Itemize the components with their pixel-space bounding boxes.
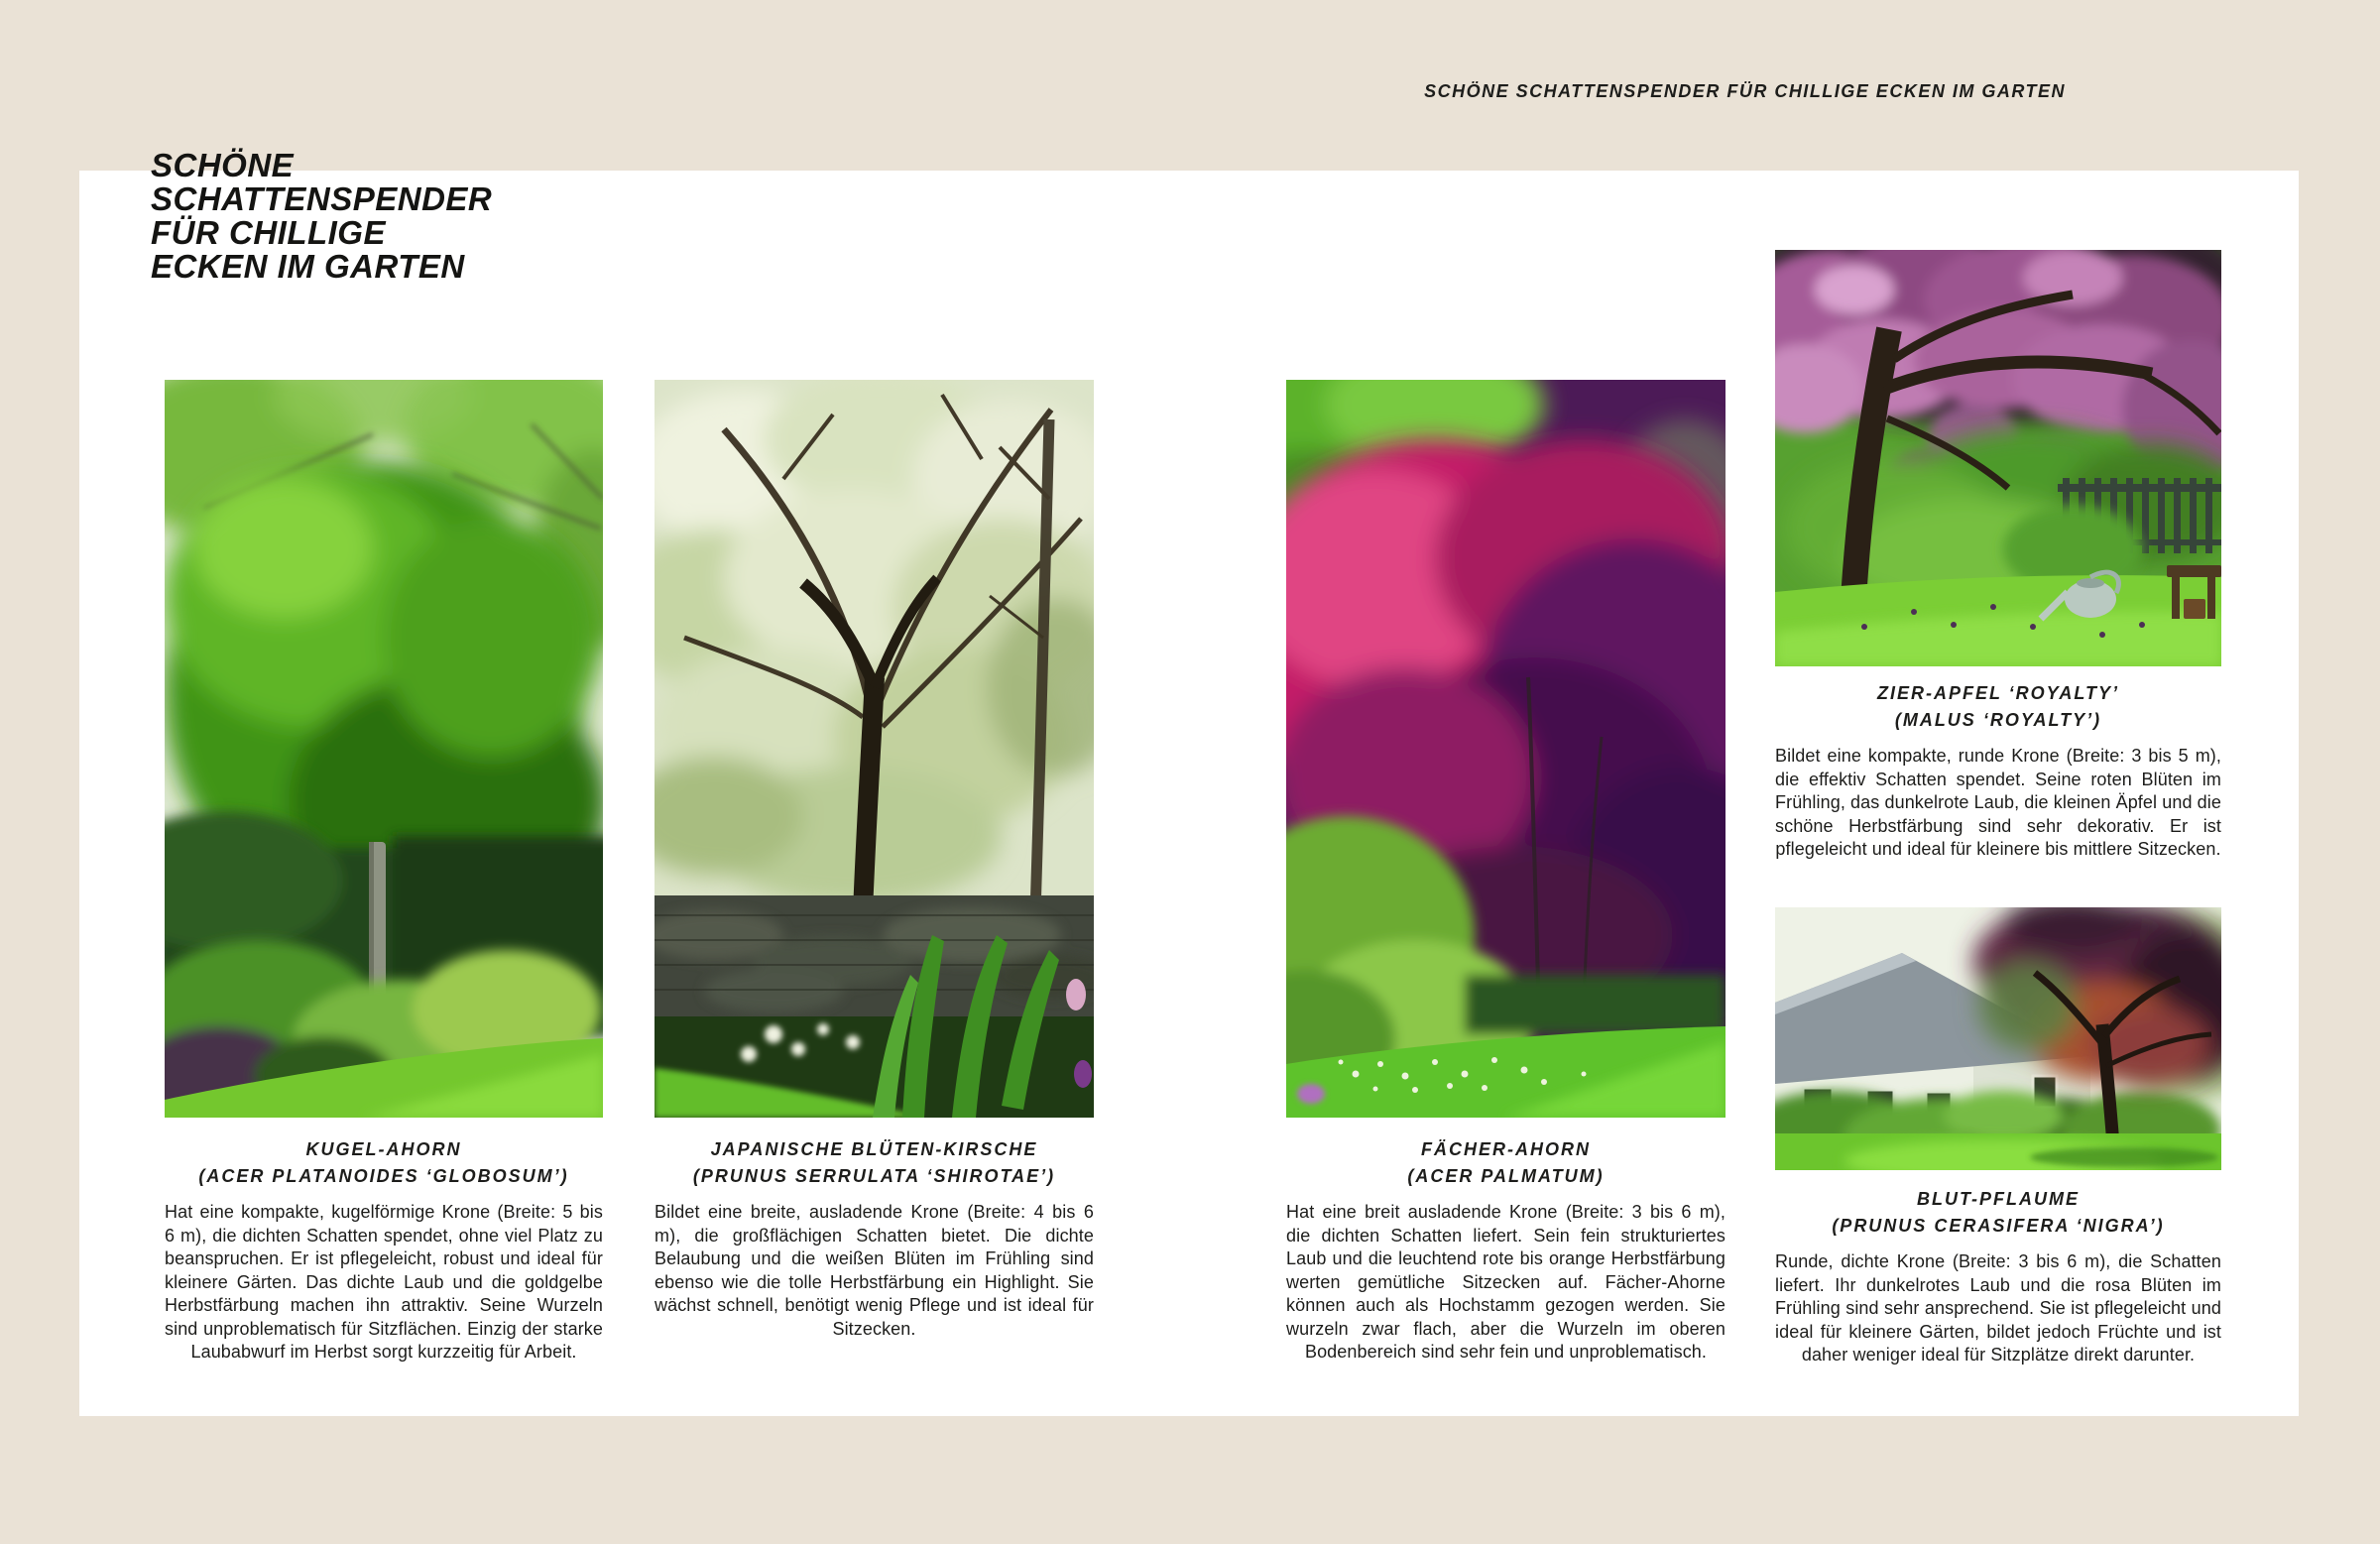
plant-caption bbox=[1775, 1186, 2221, 1367]
page-title-line: SCHATTENSPENDER bbox=[151, 180, 493, 217]
photo-zier-apfel bbox=[1775, 250, 2221, 666]
plant-latin-name: (PRUNUS CERASIFERA ‘NIGRA’) bbox=[1832, 1216, 2165, 1236]
plant-name: KUGEL-AHORN bbox=[305, 1139, 462, 1159]
photo-kugel-ahorn bbox=[165, 380, 603, 1118]
photo-faecher-ahorn bbox=[1286, 380, 1726, 1118]
plant-description: Hat eine breit ausladende Krone (Breite: 3 bis 6 m), die dichten Schatten liefert. Sein fein strukturiertes Laub und die leuchtend rote bis orange Herbstfärbung werten gemütliche Sitzecken auf. Fächer-Ahorne können auch als Hochstamm gezogen werden. Sie wurzeln zwar flach, aber die Wurzeln im oberen Bodenbereich sind sehr fein und unproblematisch. bbox=[1286, 1202, 1726, 1362]
plant-description: Hat eine kompakte, kugelförmige Krone (Breite: 5 bis 6 m), die dichten Schatten spendet, ohne viel Platz zu beanspruchen. Er ist pflegeleicht, robust und ideal für kleinere Gärten. Das dichte Laub und die goldgelbe Herbstfärbung machen ihn attraktiv. Seine Wurzeln sind unproblematisch für Sitzflächen. Einzig der starke Laubabwurf im Herbst sorgt kurzzeitig für Arbeit. bbox=[165, 1202, 603, 1362]
plant-caption bbox=[1286, 1136, 1726, 1365]
page-title-line: SCHÖNE bbox=[151, 147, 295, 183]
page-title-line: ECKEN IM GARTEN bbox=[151, 248, 465, 285]
photo-blut-pflaume bbox=[1775, 907, 2221, 1170]
plant-name: BLUT-PFLAUME bbox=[1917, 1189, 2080, 1209]
plant-latin-name: (PRUNUS SERRULATA ‘SHIROTAE’) bbox=[692, 1166, 1056, 1186]
purple-flower bbox=[1297, 1084, 1325, 1104]
plant-description: Runde, dichte Krone (Breite: 3 bis 6 m), die Schatten liefert. Ihr dunkelrotes Laub und die rosa Blüten im Frühling sind sehr ansprechend. Sie ist pflegeleicht und ideal für kleinere Gärten, bildet jedoch Früchte und ist daher weniger ideal für Sitzplätze direkt darunter. bbox=[1775, 1251, 2221, 1365]
plant-article-blueten-kirsche bbox=[654, 380, 1094, 1381]
plant-caption bbox=[165, 1136, 603, 1365]
plant-description: Bildet eine kompakte, runde Krone (Breite: 3 bis 5 m), die effektiv Schatten spendet. Seine roten Blüten im Frühling, das dunkelrote Laub, die kleinen Äpfel und die schöne Herbstfärbung sind sehr dekorativ. Er ist pflegeleicht und ideal für kleinere bis mittlere Sitzecken. bbox=[1775, 746, 2221, 859]
page-title bbox=[151, 149, 492, 284]
photo-blueten-kirsche bbox=[654, 380, 1094, 1118]
plant-description: Bildet eine breite, ausladende Krone (Breite: 4 bis 6 m), die großflächigen Schatten bietet. Die dichte Belaubung und die weißen Blüten im Frühling sind ebenso wie die tolle Herbstfärbung ein Highlight. Sie wächst schnell, benötigt wenig Pflege und ist ideal für Sitzecken. bbox=[654, 1202, 1094, 1339]
lawn bbox=[1775, 1133, 2221, 1170]
plant-latin-name: (ACER PLATANOIDES ‘GLOBOSUM’) bbox=[198, 1166, 569, 1186]
lawn bbox=[1775, 575, 2221, 666]
running-head: SCHÖNE SCHATTENSPENDER FÜR CHILLIGE ECKEN IM GARTEN bbox=[1424, 81, 2066, 101]
plant-article-kugel-ahorn bbox=[165, 380, 603, 1381]
plant-caption bbox=[654, 1136, 1094, 1341]
plant-name: JAPANISCHE BLÜTEN-KIRSCHE bbox=[710, 1139, 1038, 1159]
plant-article-blut-pflaume bbox=[1775, 907, 2221, 1423]
plant-latin-name: (ACER PALMATUM) bbox=[1407, 1166, 1605, 1186]
plant-name: FÄCHER-AHORN bbox=[1421, 1139, 1591, 1159]
plant-name: ZIER-APFEL ‘ROYALTY’ bbox=[1876, 683, 2119, 703]
plant-article-faecher-ahorn bbox=[1286, 380, 1726, 1381]
page-title-line: FÜR CHILLIGE bbox=[151, 214, 386, 251]
plant-latin-name: (MALUS ‘ROYALTY’) bbox=[1894, 710, 2102, 730]
plant-article-zier-apfel bbox=[1775, 250, 2221, 944]
plant-caption bbox=[1775, 680, 2221, 862]
